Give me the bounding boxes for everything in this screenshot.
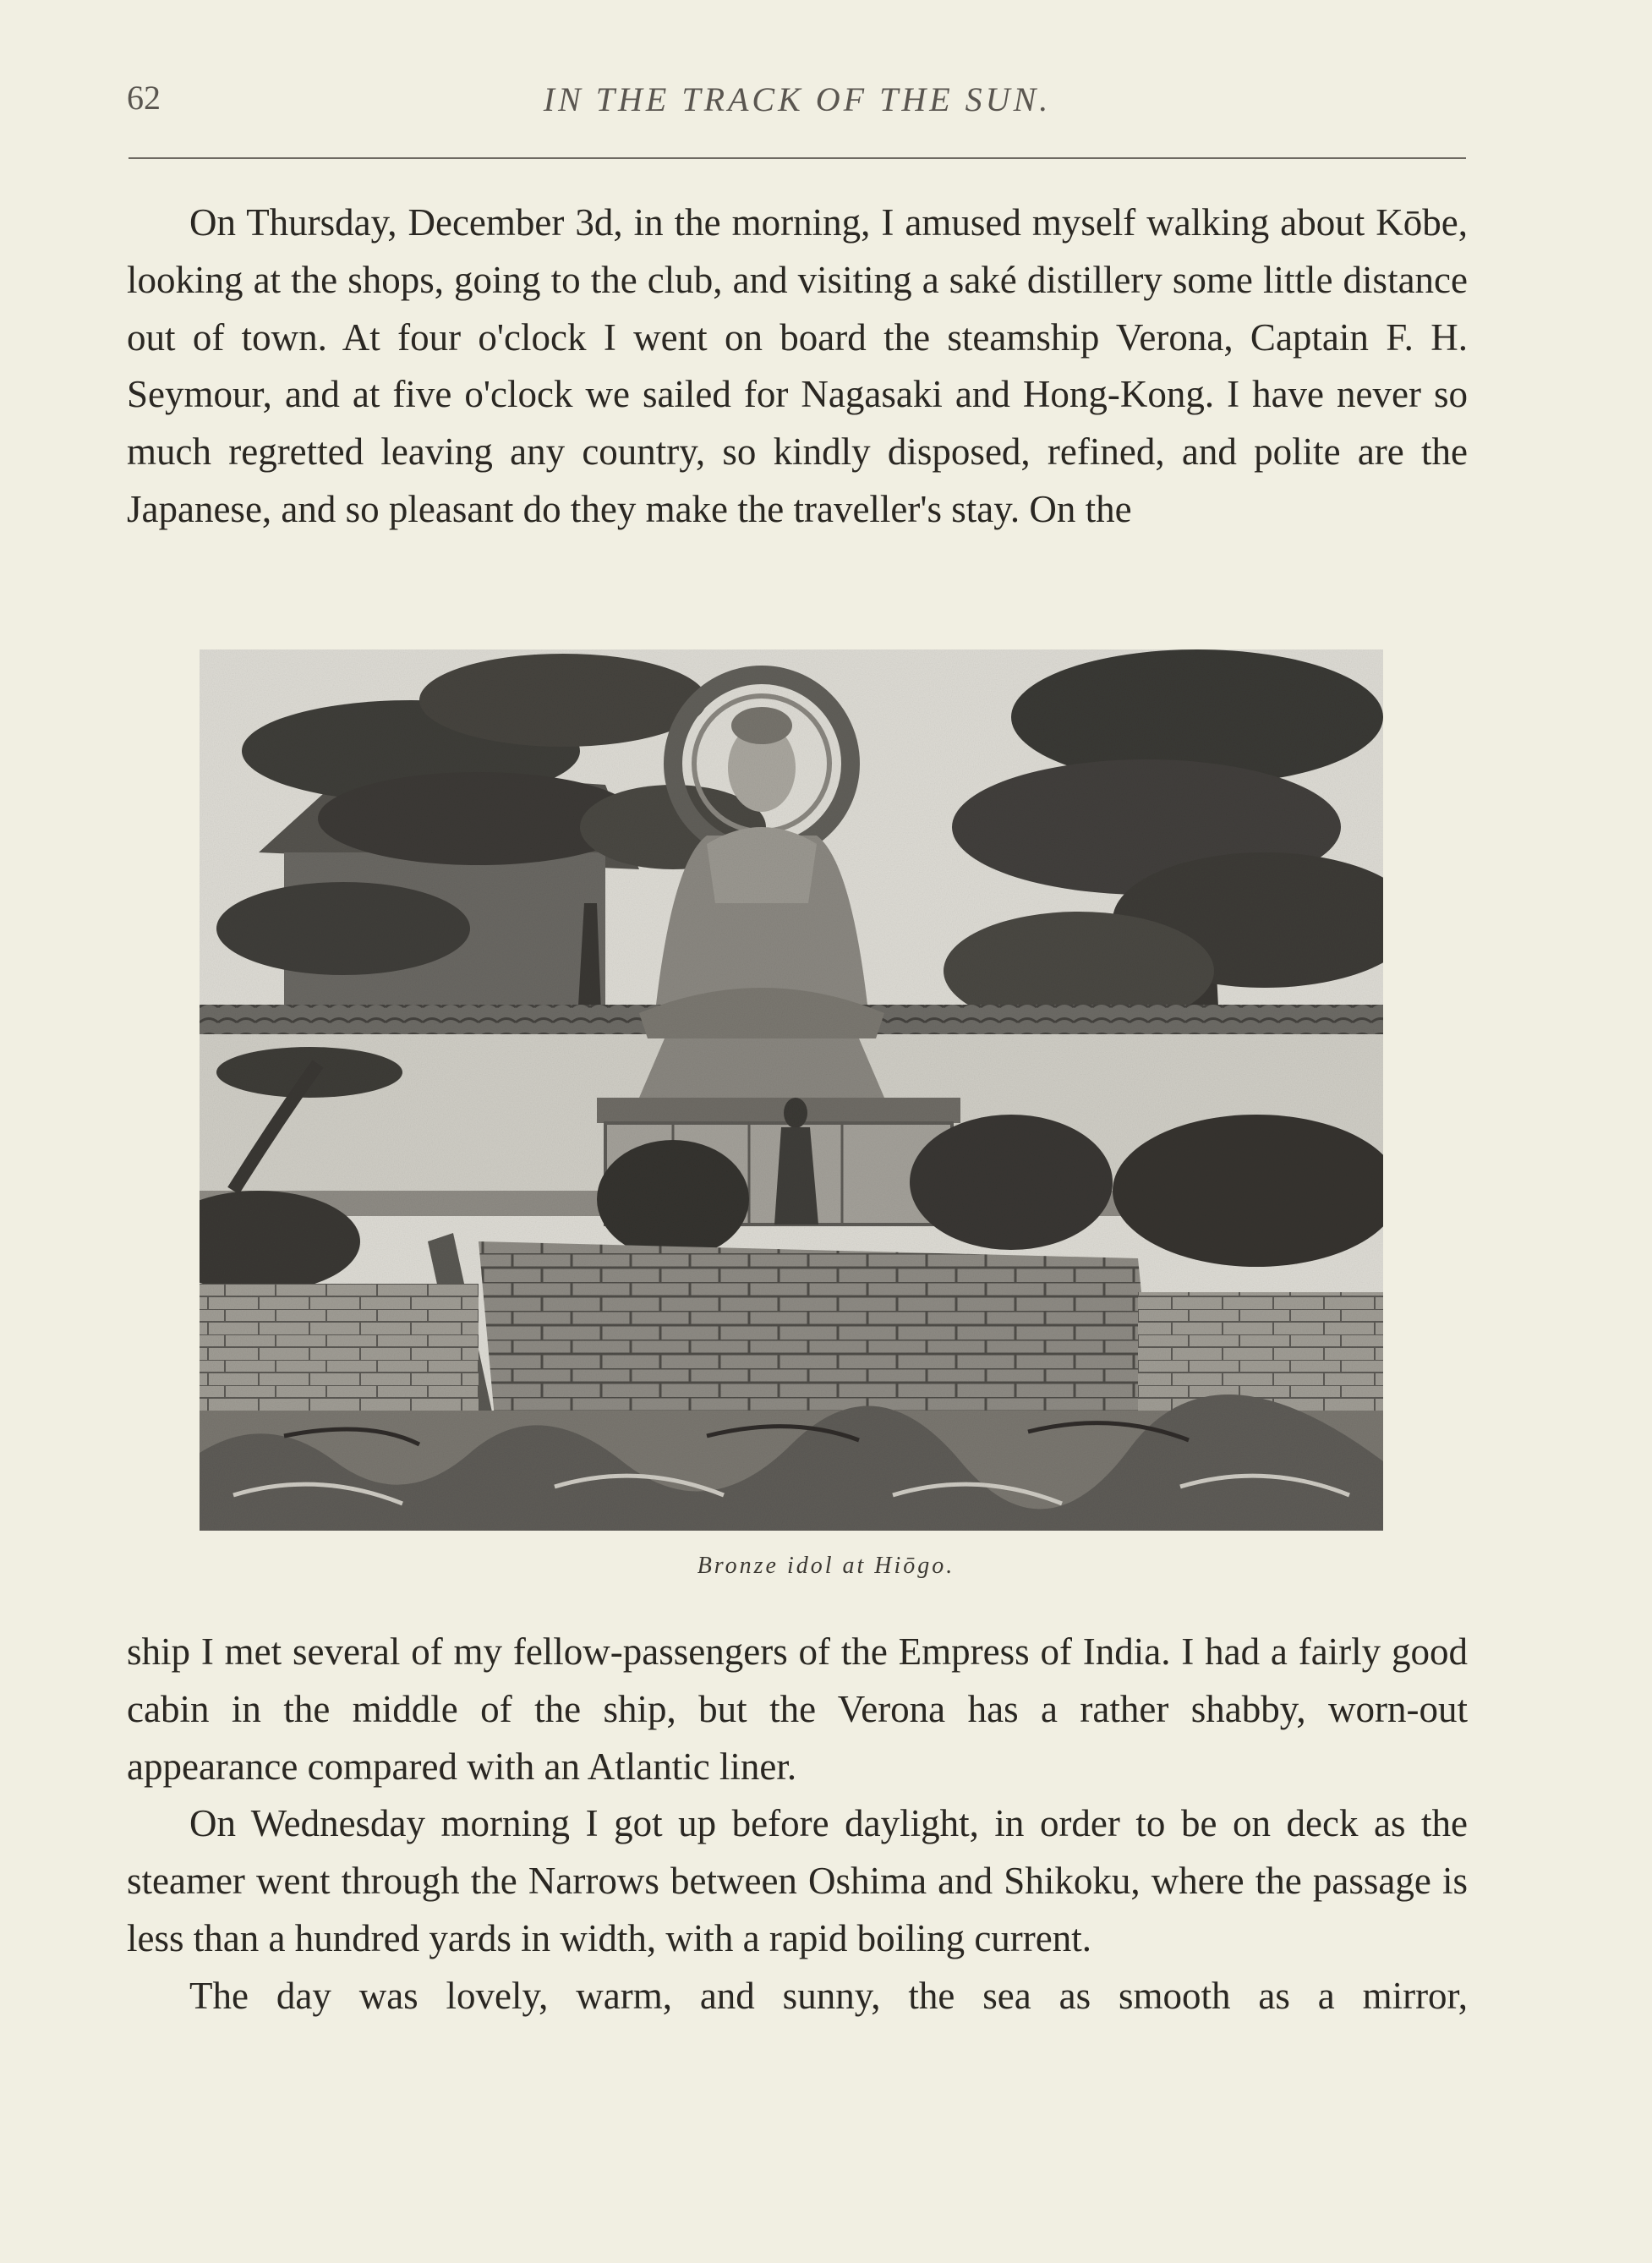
paragraph: On Wednesday morning I got up before daylight, in order to be on deck as the steamer went through the Narrows between Oshima and Shikoku, where the passage is less than a hundred yards in width, with a rapid boiling current. — [127, 1802, 1468, 1959]
text-after-figure — [127, 1624, 1468, 2025]
bronze-idol-photo — [200, 649, 1383, 1531]
figure-photo — [200, 649, 1383, 1531]
figure-caption: Bronze idol at Hiōgo. — [697, 1553, 955, 1579]
paragraph: On Thursday, December 3d, in the morning, I amused myself walking about Kōbe, looking at the shops, going to the club, and visiting a saké distillery some little distance out of town. At four o'clock I went on board the steamship Verona, Captain F. H. Seymour, and at five o'clock we sailed for Nagasaki and Hong-Kong. I have never so much regretted leaving any country, so kindly disposed, refined, and polite are the Japanese, and so pleasant do they make the traveller's stay. On the — [127, 201, 1468, 530]
text-before-figure — [127, 195, 1468, 539]
running-title: IN THE TRACK OF THE SUN. — [543, 80, 1052, 118]
page-number: 62 — [127, 79, 161, 117]
paragraph: The day was lovely, warm, and sunny, the sea as smooth as a mirror, — [189, 1974, 1468, 2017]
running-head — [127, 78, 1468, 129]
paragraph: ship I met several of my fellow-passengers of the Empress of India. I had a fairly good cabin in the middle of the ship, but the Verona has a rather shabby, worn-out appearance compared with an Atlantic liner. — [127, 1630, 1468, 1788]
header-rule — [129, 157, 1466, 159]
